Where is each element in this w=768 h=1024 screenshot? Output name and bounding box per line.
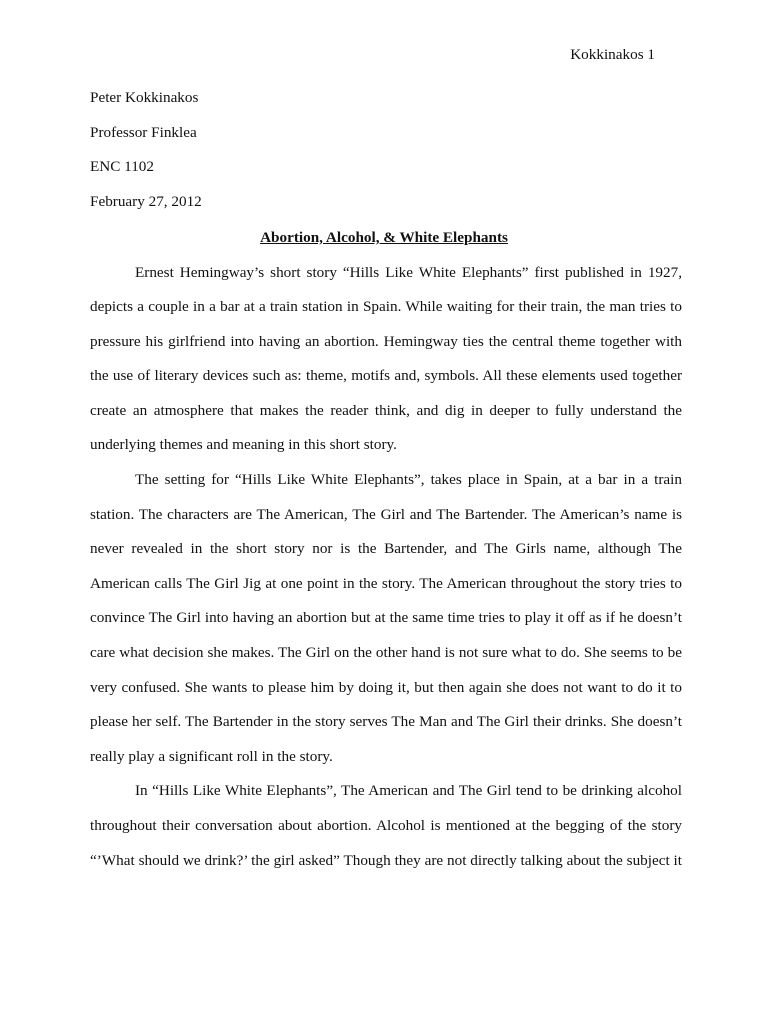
professor-name: Professor Finklea bbox=[90, 123, 197, 141]
body-line: pressure his girlfriend into having an abortion. Hemingway ties the central theme together with bbox=[90, 332, 682, 350]
body-line: really play a significant roll in the story. bbox=[90, 747, 333, 765]
body-line: please her self. The Bartender in the story serves The Man and The Girl their drinks. She doesn’t bbox=[90, 713, 682, 731]
body-line: create an atmosphere that makes the reader think, and dig in deeper to fully understand the bbox=[90, 401, 682, 419]
body-line: The setting for “Hills Like White Elephants”, takes place in Spain, at a bar in a train bbox=[135, 471, 682, 489]
submission-date: February 27, 2012 bbox=[90, 192, 202, 210]
body-line: Ernest Hemingway’s short story “Hills Like White Elephants” first published in 1927, bbox=[135, 263, 682, 281]
essay-body bbox=[90, 256, 682, 879]
body-line: the use of literary devices such as: theme, motifs and, symbols. All these elements used together bbox=[90, 367, 682, 385]
body-line: very confused. She wants to please him by doing it, but then again she does not want to do it to bbox=[90, 678, 682, 696]
running-head: Kokkinakos 1 bbox=[570, 46, 655, 63]
body-line: underlying themes and meaning in this short story. bbox=[90, 436, 397, 454]
body-line: “’What should we drink?’ the girl asked” Though they are not directly talking about the subject it bbox=[90, 851, 682, 869]
body-line: American calls The Girl Jig at one point in the story. The American throughout the story tries to bbox=[90, 574, 682, 592]
essay-title: Abortion, Alcohol, & White Elephants bbox=[260, 229, 508, 246]
body-line: convince The Girl into having an abortion but at the same time tries to play it off as if he doesn’t bbox=[90, 609, 682, 627]
body-line: In “Hills Like White Elephants”, The American and The Girl tend to be drinking alcohol bbox=[135, 782, 682, 800]
student-name: Peter Kokkinakos bbox=[90, 89, 199, 106]
body-line: never revealed in the short story nor is the Bartender, and The Girls name, although The bbox=[90, 540, 682, 558]
body-line: depicts a couple in a bar at a train station in Spain. While waiting for their train, the man tries to bbox=[90, 298, 682, 316]
body-line: station. The characters are The American, The Girl and The Bartender. The American’s name is bbox=[90, 505, 682, 523]
body-line: care what decision she makes. The Girl on the other hand is not sure what to do. She seems to be bbox=[90, 644, 682, 662]
body-line: throughout their conversation about abortion. Alcohol is mentioned at the begging of the story bbox=[90, 817, 682, 834]
course-code: ENC 1102 bbox=[90, 158, 154, 176]
mla-heading bbox=[90, 81, 690, 219]
